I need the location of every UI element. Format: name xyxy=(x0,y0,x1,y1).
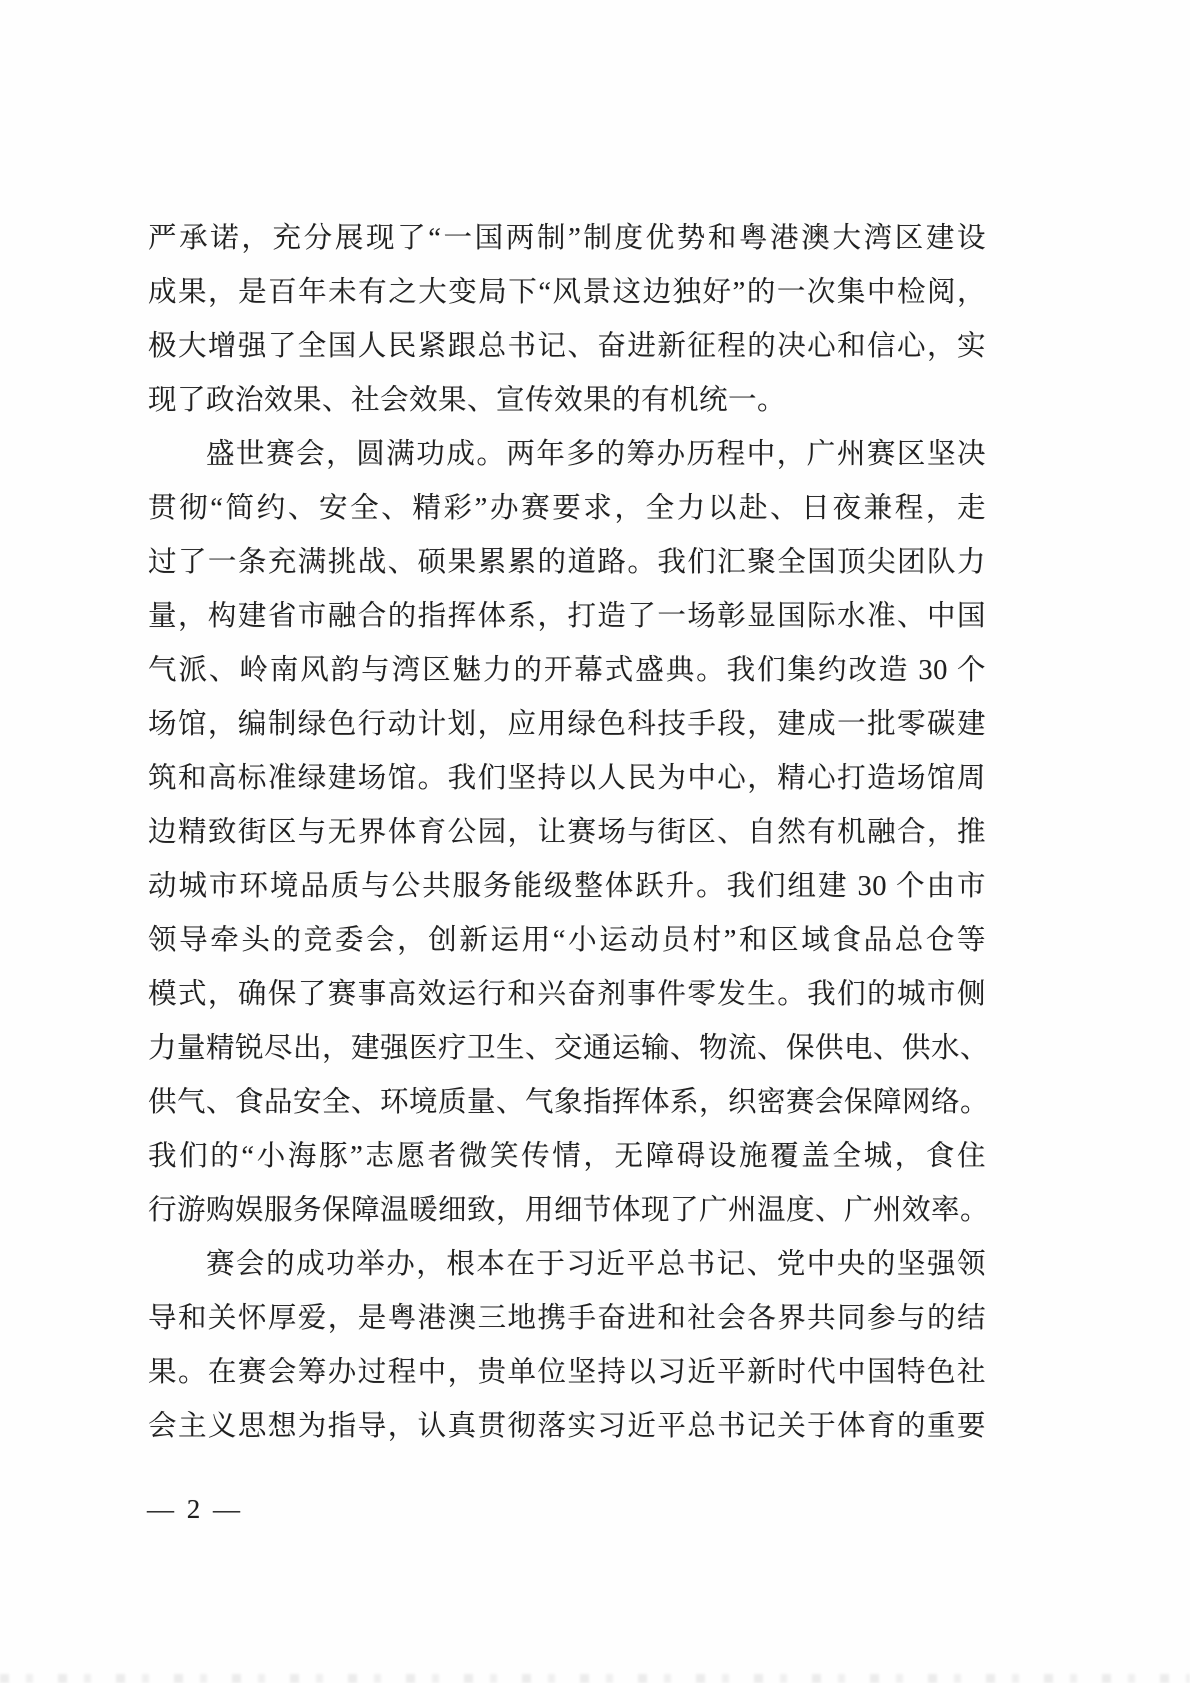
text-line: 会主义思想为指导，认真贯彻落实习近平总书记关于体育的重要 xyxy=(148,1411,986,1442)
text-line: 筑和高标准绿建场馆。我们坚持以人民为中心，精心打造场馆周 xyxy=(148,763,986,794)
text-line: 供气、食品安全、环境质量、气象指挥体系，织密赛会保障网络。 xyxy=(148,1087,990,1118)
text-line: 领导牵头的竞委会，创新运用“小运动员村”和区域食品总仓等 xyxy=(148,925,986,956)
text-line: 现了政治效果、社会效果、宣传效果的有机统一。 xyxy=(148,385,787,416)
text-line: 严承诺，充分展现了“一国两制”制度优势和粤港澳大湾区建设 xyxy=(148,223,986,254)
text-line: 气派、岭南风韵与湾区魅力的开幕式盛典。我们集约改造 30 个 xyxy=(148,655,986,686)
text-line: 贯彻“简约、安全、精彩”办赛要求，全力以赴、日夜兼程，走 xyxy=(148,493,986,524)
text-line: 边精致街区与无界体育公园，让赛场与街区、自然有机融合，推 xyxy=(148,817,986,848)
text-line: 量，构建省市融合的指挥体系，打造了一场彰显国际水准、中国 xyxy=(148,601,986,632)
text-line: 极大增强了全国人民紧跟总书记、奋进新征程的决心和信心，实 xyxy=(148,331,986,362)
page-number: — 2 — xyxy=(147,1494,243,1524)
text-line: 我们的“小海豚”志愿者微笑传情，无障碍设施覆盖全城，食住 xyxy=(148,1141,986,1172)
text-line: 导和关怀厚爱，是粤港澳三地携手奋进和社会各界共同参与的结 xyxy=(148,1303,986,1334)
document-body xyxy=(148,212,990,1454)
scan-artifact xyxy=(0,1674,1190,1683)
text-line: 果。在赛会筹办过程中，贵单位坚持以习近平新时代中国特色社 xyxy=(148,1357,986,1388)
text-line: 行游购娱服务保障温暖细致，用细节体现了广州温度、广州效率。 xyxy=(148,1195,990,1226)
text-line: 成果，是百年未有之大变局下“风景这边独好”的一次集中检阅， xyxy=(148,277,986,308)
text-line: 模式，确保了赛事高效运行和兴奋剂事件零发生。我们的城市侧 xyxy=(148,979,986,1010)
text-line: 力量精锐尽出，建强医疗卫生、交通运输、物流、保供电、供水、 xyxy=(148,1033,990,1064)
text-line: 过了一条充满挑战、硕果累累的道路。我们汇聚全国顶尖团队力 xyxy=(148,547,986,578)
text-line: 场馆，编制绿色行动计划，应用绿色科技手段，建成一批零碳建 xyxy=(148,709,986,740)
text-line: 动城市环境品质与公共服务能级整体跃升。我们组建 30 个由市 xyxy=(148,871,986,902)
text-line: 赛会的成功举办，根本在于习近平总书记、党中央的坚强领 xyxy=(206,1249,986,1280)
text-line: 盛世赛会，圆满功成。两年多的筹办历程中，广州赛区坚决 xyxy=(206,439,986,470)
